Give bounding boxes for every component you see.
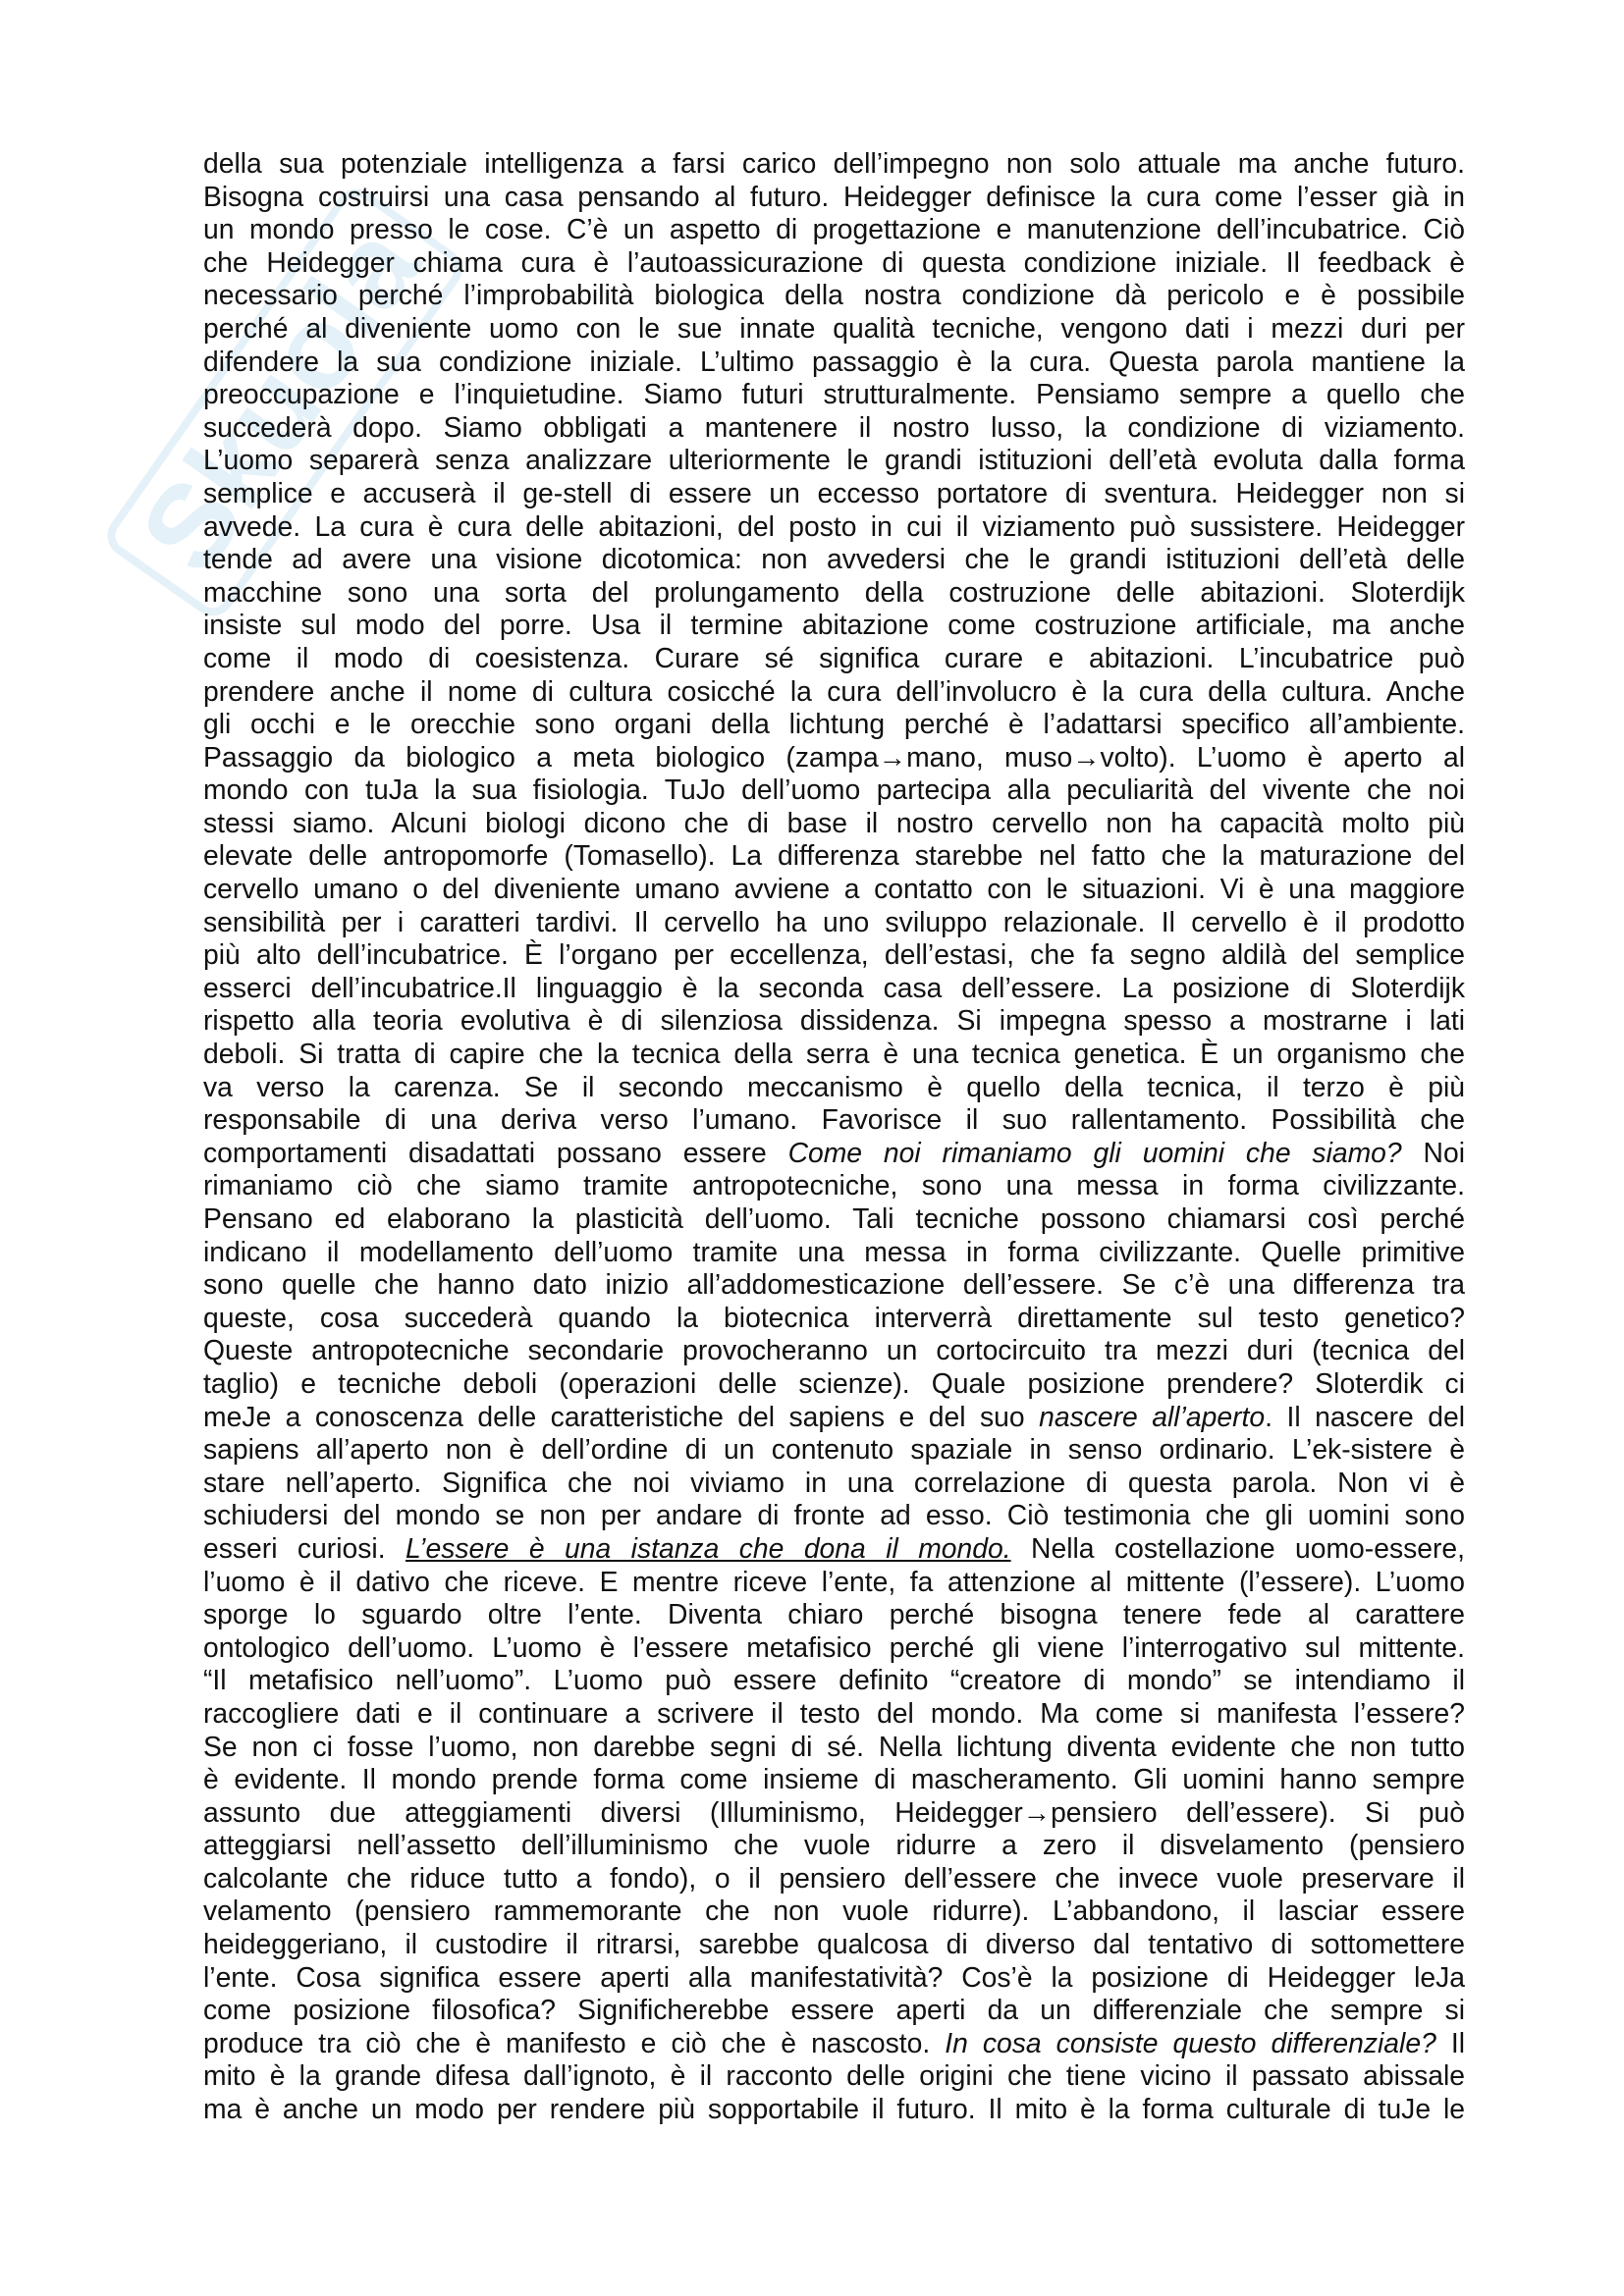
text-segment: succederà dopo. Siamo obbligati a mantenere il nostro lusso, la condizione di viziamento. bbox=[203, 410, 1465, 443]
text-segment: Nella costellazione uomo-essere, bbox=[1010, 1531, 1466, 1564]
text-segment: avvede. La cura è cura delle abitazioni, del posto in cui il viziamento può sussistere. Heidegger bbox=[203, 509, 1465, 542]
text-segment: indicano il modellamento dell’uomo tramite una messa in forma civilizzante. Quelle primitive bbox=[203, 1235, 1465, 1267]
text-line bbox=[203, 1829, 1465, 1862]
text-segment: velamento (pensiero rammemorante che non vuole ridurre). L’abbandono, il lasciar essere bbox=[203, 1895, 1465, 1927]
text-segment: “Il metafisico nell’uomo”. L’uomo può essere definito “creatore di mondo” se intendiamo il bbox=[203, 1664, 1465, 1696]
text-line bbox=[203, 411, 1465, 445]
text-segment: sapiens all’aperto non è dell’ordine di un contenuto spaziale in senso ordinario. L’ek-sistere è bbox=[203, 1433, 1465, 1466]
text-line bbox=[203, 1961, 1465, 1995]
text-line bbox=[203, 510, 1465, 544]
text-segment: macchine sono una sorta del prolungamento della costruzione delle abitazioni. Sloterdijk bbox=[203, 575, 1465, 608]
text-line bbox=[203, 1664, 1465, 1697]
emphasized-text: Come noi rimaniamo gli uomini che siamo? bbox=[787, 1136, 1402, 1168]
text-segment: stare nell’aperto. Significa che noi viviamo in una correlazione di questa parola. Non vi è bbox=[203, 1466, 1465, 1498]
text-line bbox=[203, 1004, 1465, 1038]
text-segment: sporge lo sguardo oltre l’ente. Diventa chiaro perché bisogna tenere fede al carattere bbox=[203, 1598, 1465, 1630]
text-segment: insiste sul modo del porre. Usa il termine abitazione come costruzione artificiale, ma anche bbox=[203, 609, 1465, 641]
text-segment: un mondo presso le cose. C’è un aspetto di progettazione e manutenzione dell’incubatrice. Ciò bbox=[203, 213, 1465, 245]
text-segment: semplice e accuserà il ge-stell di essere un eccesso portatore di sventura. Heidegger non si bbox=[203, 476, 1465, 508]
text-segment: come il modo di coesistenza. Curare sé significa curare e abitazioni. L’incubatrice può bbox=[203, 641, 1465, 673]
text-line bbox=[203, 576, 1465, 610]
text-segment: Passaggio da biologico a meta biologico (zampa→mano, muso→volto). L’uomo è aperto al bbox=[203, 740, 1465, 773]
watermark-text: Skuola bbox=[115, 202, 445, 596]
text-line bbox=[203, 1038, 1465, 1071]
text-segment: della sua potenziale intelligenza a farsi carico dell’impegno non solo attuale ma anche futuro. bbox=[203, 147, 1465, 179]
text-line bbox=[203, 1401, 1465, 1434]
text-line bbox=[203, 1467, 1465, 1500]
text-line bbox=[203, 1763, 1465, 1796]
text-line bbox=[203, 1433, 1465, 1467]
text-segment: gli occhi e le orecchie sono organi della lichtung perché è l’adattarsi specifico all’ambiente. bbox=[203, 708, 1465, 740]
text-line bbox=[203, 346, 1465, 379]
text-segment: tende ad avere una visione dicotomica: non avvedersi che le grandi istituzioni dell’età delle bbox=[203, 543, 1465, 575]
text-segment: rimaniamo ciò che siamo tramite antropotecniche, sono una messa in forma civilizzante. bbox=[203, 1169, 1465, 1201]
text-segment: esserci dell’incubatrice.Il linguaggio è la seconda casa dell’essere. La posizione di Sloterdijk bbox=[203, 971, 1465, 1003]
text-segment: l’uomo è il dativo che riceve. E mentre riceve l’ente, fa attenzione al mittente (l’essere). L’uomo bbox=[203, 1565, 1465, 1597]
text-line bbox=[203, 2059, 1465, 2093]
text-line bbox=[203, 1731, 1465, 1764]
text-line bbox=[203, 938, 1465, 972]
text-segment: sono quelle che hanno dato inizio all’addomesticazione dell’essere. Se c’è una differenza tra bbox=[203, 1268, 1465, 1301]
body-text bbox=[203, 147, 1465, 2126]
text-line bbox=[203, 972, 1465, 1005]
text-segment: calcolante che riduce tutto a fondo), o il pensiero dell’essere che invece vuole preservare il bbox=[203, 1861, 1465, 1894]
text-line bbox=[203, 1598, 1465, 1631]
text-line bbox=[203, 642, 1465, 675]
text-segment: è evidente. Il mondo prende forma come insieme di mascheramento. Gli uomini hanno sempre bbox=[203, 1763, 1465, 1795]
text-line bbox=[203, 807, 1465, 840]
text-segment: mito è la grande difesa dall’ignoto, è il racconto delle origini che tiene vicino il passato abissale bbox=[203, 2059, 1465, 2092]
text-segment: comportamenti disadattati possano essere bbox=[203, 1136, 788, 1168]
text-line bbox=[203, 147, 1465, 181]
text-segment: rispetto alla teoria evolutiva è di silenziosa dissidenza. Si impegna spesso a mostrarne i lati bbox=[203, 1004, 1465, 1037]
text-line bbox=[203, 1928, 1465, 1961]
text-segment: Noi bbox=[1401, 1136, 1465, 1168]
text-line bbox=[203, 839, 1465, 873]
text-line bbox=[203, 2027, 1465, 2060]
text-line bbox=[203, 181, 1465, 214]
text-line bbox=[203, 543, 1465, 576]
text-line bbox=[203, 1071, 1465, 1104]
text-segment: preoccupazione e l’inquietudine. Siamo futuri strutturalmente. Pensiamo sempre a quello che bbox=[203, 378, 1465, 410]
text-line bbox=[203, 444, 1465, 477]
text-segment: cervello umano o del diveniente umano avviene a contatto con le situazioni. Vi è una maggiore bbox=[203, 873, 1465, 905]
text-segment: raccogliere dati e il continuare a scrivere il testo del mondo. Ma come si manifesta l’essere? bbox=[203, 1696, 1465, 1729]
text-segment: Pensano ed elaborano la plasticità dell’uomo. Tali tecniche possono chiamarsi così perché bbox=[203, 1202, 1465, 1234]
text-line bbox=[203, 1631, 1465, 1665]
text-line bbox=[203, 1268, 1465, 1302]
text-segment: come posizione filosofica? Significherebbe essere aperti da un differenziale che sempre si bbox=[203, 1994, 1465, 2026]
emphasized-text: nascere all’aperto bbox=[1039, 1400, 1266, 1432]
text-line bbox=[203, 1697, 1465, 1731]
text-segment: heideggeriano, il custodire il ritrarsi, sarebbe qualcosa di diverso dal tentativo di sottomettere bbox=[203, 1928, 1465, 1960]
text-segment: prendere anche il nome di cultura cosicché la cura dell’involucro è la cura della cultura. Anche bbox=[203, 674, 1465, 707]
text-line bbox=[203, 477, 1465, 510]
text-line bbox=[203, 1367, 1465, 1401]
text-segment: stessi siamo. Alcuni biologi dicono che di base il nostro cervello non ha capacità molto più bbox=[203, 806, 1465, 838]
text-segment: Se non ci fosse l’uomo, non darebbe segni di sé. Nella lichtung diventa evidente che non tutto bbox=[203, 1730, 1465, 1762]
text-segment: l’ente. Cosa significa essere aperti alla manifestatività? Cos’è la posizione di Heidegger leJa bbox=[203, 1960, 1465, 1993]
text-segment: difendere la sua condizione iniziale. L’ultimo passaggio è la cura. Questa parola mantiene la bbox=[203, 345, 1465, 377]
text-line bbox=[203, 312, 1465, 346]
text-line bbox=[203, 675, 1465, 709]
text-line bbox=[203, 1796, 1465, 1830]
text-segment: . Il nascere del bbox=[1265, 1400, 1465, 1432]
text-line bbox=[203, 2093, 1465, 2126]
text-segment: L’uomo separerà senza analizzare ulteriormente le grandi istituzioni dell’età evoluta dalla forma bbox=[203, 444, 1465, 476]
text-segment: Il bbox=[1435, 2026, 1465, 2058]
text-segment: responsabile di una deriva verso l’umano. Favorisce il suo rallentamento. Possibilità che bbox=[203, 1103, 1465, 1136]
text-line bbox=[203, 1895, 1465, 1928]
text-line bbox=[203, 279, 1465, 312]
text-line bbox=[203, 1202, 1465, 1236]
text-line bbox=[203, 246, 1465, 280]
text-segment: elevate delle antropomorfe (Tomasello). La differenza starebbe nel fatto che la maturazione del bbox=[203, 839, 1465, 872]
text-line bbox=[203, 1302, 1465, 1335]
text-segment: atteggiarsi nell’assetto dell’illuminismo che vuole ridurre a zero il disvelamento (pensiero bbox=[203, 1829, 1465, 1861]
text-line bbox=[203, 906, 1465, 939]
text-segment: assunto due atteggiamenti diversi (Illuminismo, Heidegger→pensiero dell’essere). Si può bbox=[203, 1795, 1465, 1828]
text-line bbox=[203, 1103, 1465, 1137]
text-segment: produce tra ciò che è manifesto e ciò che è nascosto. bbox=[203, 2026, 946, 2058]
emphasized-text: In cosa consiste questo differenziale? bbox=[945, 2026, 1436, 2058]
text-segment: schiudersi del mondo se non per andare di fronte ad esso. Ciò testimonia che gli uomini sono bbox=[203, 1499, 1465, 1531]
text-segment: esseri curiosi. bbox=[203, 1531, 406, 1564]
text-segment: Queste antropotecniche secondarie provocheranno un cortocircuito tra mezzi duri (tecnica del bbox=[203, 1334, 1465, 1366]
text-segment: taglio) e tecniche deboli (operazioni delle scienze). Quale posizione prendere? Sloterdik ci bbox=[203, 1366, 1465, 1399]
emphasized-text: L’essere è una istanza che dona il mondo. bbox=[406, 1531, 1011, 1564]
text-segment: più alto dell’incubatrice. È l’organo per eccellenza, dell’estasi, che fa segno aldilà del semplice bbox=[203, 938, 1465, 971]
text-segment: Bisogna costruirsi una casa pensando al futuro. Heidegger definisce la cura come l’esser già in bbox=[203, 180, 1465, 212]
text-line bbox=[203, 1994, 1465, 2027]
text-line bbox=[203, 378, 1465, 411]
text-line bbox=[203, 1169, 1465, 1202]
text-line bbox=[203, 609, 1465, 642]
text-line bbox=[203, 1137, 1465, 1170]
text-line bbox=[203, 873, 1465, 906]
text-segment: meJe a conoscenza delle caratteristiche del sapiens e del suo bbox=[203, 1400, 1040, 1432]
text-segment: perché al diveniente uomo con le sue innate qualità tecniche, vengono dati i mezzi duri per bbox=[203, 311, 1465, 344]
text-line bbox=[203, 1862, 1465, 1896]
text-line bbox=[203, 1566, 1465, 1599]
text-segment: deboli. Si tratta di capire che la tecnica della serra è una tecnica genetica. È un organismo che bbox=[203, 1038, 1465, 1070]
text-line bbox=[203, 1334, 1465, 1367]
text-line bbox=[203, 1236, 1465, 1269]
text-line bbox=[203, 1532, 1465, 1566]
text-segment: sensibilità per i caratteri tardivi. Il cervello ha uno sviluppo relazionale. Il cervello è il prodotto bbox=[203, 905, 1465, 937]
text-line bbox=[203, 741, 1465, 774]
text-segment: mondo con tuJa la sua fisiologia. TuJo dell’uomo partecipa alla peculiarità del vivente che noi bbox=[203, 774, 1465, 806]
text-line bbox=[203, 708, 1465, 741]
text-segment: ma è anche un modo per rendere più sopportabile il futuro. Il mito è la forma culturale di tuJe le bbox=[203, 2093, 1465, 2125]
text-segment: necessario perché l’improbabilità biologica della nostra condizione dà pericolo e è possibile bbox=[203, 279, 1465, 311]
text-line bbox=[203, 1499, 1465, 1532]
text-segment: ontologico dell’uomo. L’uomo è l’essere metafisico perché gli viene l’interrogativo sul mittente. bbox=[203, 1630, 1465, 1663]
text-segment: va verso la carenza. Se il secondo meccanismo è quello della tecnica, il terzo è più bbox=[203, 1070, 1465, 1102]
text-segment: che Heidegger chiama cura è l’autoassicurazione di questa condizione iniziale. Il feedback è bbox=[203, 245, 1465, 278]
text-line bbox=[203, 213, 1465, 246]
text-segment: queste, cosa succederà quando la biotecnica interverrà direttamente sul testo genetico? bbox=[203, 1301, 1465, 1333]
text-line bbox=[203, 774, 1465, 807]
